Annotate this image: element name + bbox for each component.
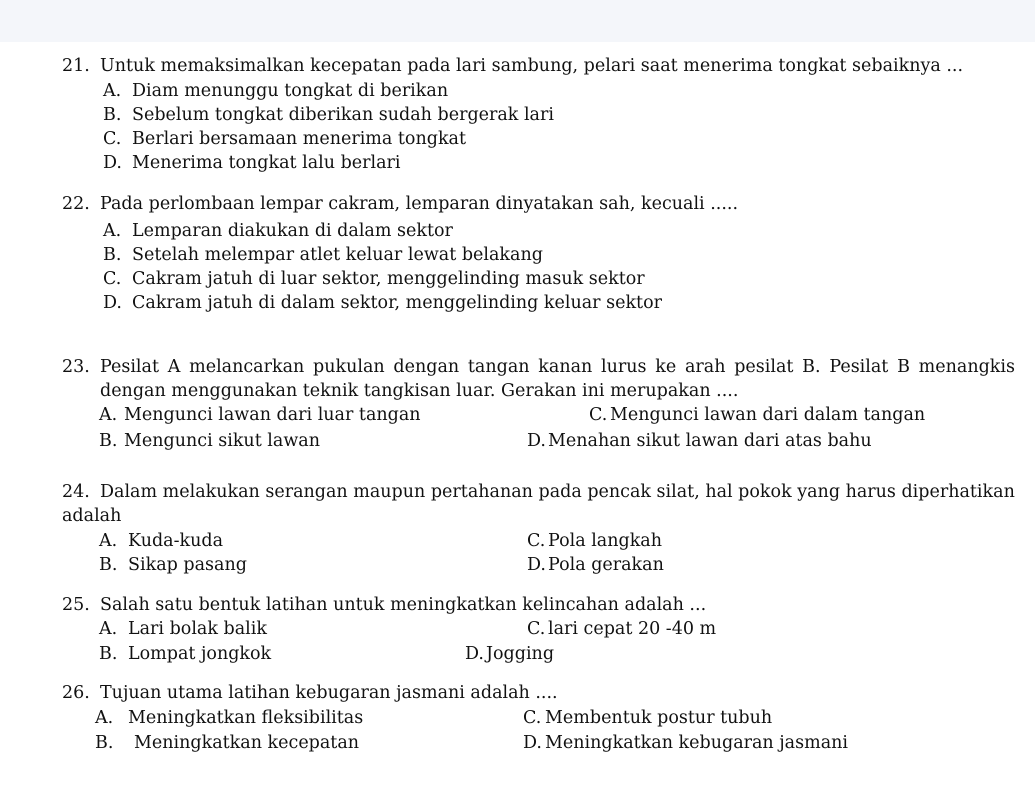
option-text: Meningkatkan kecepatan xyxy=(134,733,360,753)
question-number: 26. xyxy=(62,683,90,703)
option-text: Mengunci lawan dari luar tangan xyxy=(124,405,421,425)
option-text: Setelah melempar atlet keluar lewat belakang xyxy=(132,245,543,265)
question-number: 24. xyxy=(62,482,90,502)
option-letter: A. xyxy=(103,81,122,101)
option-text: Cakram jatuh di dalam sektor, menggelinding keluar sektor xyxy=(132,293,662,313)
option-letter: C. xyxy=(103,269,122,289)
question-number: 23. xyxy=(62,357,90,377)
option-letter: A. xyxy=(99,619,118,639)
question-number: 21. xyxy=(62,56,90,76)
option-text: Lompat jongkok xyxy=(128,644,272,664)
option-letter: B. xyxy=(103,105,122,125)
option-letter: C. xyxy=(589,405,608,425)
option-letter: A. xyxy=(99,531,118,551)
option-text: lari cepat 20 -40 m xyxy=(548,619,717,639)
option-letter: D. xyxy=(465,644,484,664)
option-text: Membentuk postur tubuh xyxy=(545,708,773,728)
option-letter: A. xyxy=(95,708,114,728)
question-number: 25. xyxy=(62,595,90,615)
option-text: Menahan sikut lawan dari atas bahu xyxy=(548,431,872,451)
option-text: Lari bolak balik xyxy=(128,619,267,639)
question-number: 22. xyxy=(62,194,90,214)
option-letter: C. xyxy=(527,619,546,639)
option-letter: B. xyxy=(95,733,114,753)
option-text: Kuda-kuda xyxy=(128,531,224,551)
option-text: Sebelum tongkat diberikan sudah bergerak lari xyxy=(132,105,554,125)
option-text: Menerima tongkat lalu berlari xyxy=(132,153,401,173)
option-letter: C. xyxy=(527,531,546,551)
option-text: Jogging xyxy=(486,644,555,664)
option-text: Cakram jatuh di luar sektor, menggelinding masuk sektor xyxy=(132,269,645,289)
question-text-line-2: adalah xyxy=(62,506,122,526)
question-text: Untuk memaksimalkan kecepatan pada lari sambung, pelari saat menerima tongkat sebaiknya ... xyxy=(100,56,964,76)
option-text: Mengunci sikut lawan xyxy=(124,431,321,451)
option-text: Pola langkah xyxy=(548,531,663,551)
question-text: Salah satu bentuk latihan untuk meningkatkan kelincahan adalah ... xyxy=(100,595,707,615)
option-letter: A. xyxy=(103,221,122,241)
question-text: Tujuan utama latihan kebugaran jasmani adalah .... xyxy=(100,683,558,703)
option-text: Berlari bersamaan menerima tongkat xyxy=(132,129,467,149)
option-text: Mengunci lawan dari dalam tangan xyxy=(610,405,926,425)
option-text: Diam menunggu tongkat di berikan xyxy=(132,81,449,101)
option-letter: B. xyxy=(99,555,118,575)
option-text: Pola gerakan xyxy=(548,555,664,575)
option-letter: D. xyxy=(103,293,122,313)
option-text: Meningkatkan fleksibilitas xyxy=(128,708,364,728)
question-text-line-2: dengan menggunakan teknik tangkisan luar. Gerakan ini merupakan .... xyxy=(100,381,739,401)
question-text-line-1: Dalam melakukan serangan maupun pertahanan pada pencak silat, hal pokok yang harus diperhatikan xyxy=(100,482,1015,502)
option-text: Lemparan diakukan di dalam sektor xyxy=(132,221,453,241)
option-letter: D. xyxy=(527,555,546,575)
option-letter: C. xyxy=(523,708,542,728)
option-letter: B. xyxy=(103,245,122,265)
question-text-line-1: Pesilat A melancarkan pukulan dengan tangan kanan lurus ke arah pesilat B. Pesilat B menangkis xyxy=(100,357,1015,377)
option-text: Meningkatkan kebugaran jasmani xyxy=(545,733,848,753)
option-text: Sikap pasang xyxy=(128,555,247,575)
option-letter: D. xyxy=(527,431,546,451)
option-letter: D. xyxy=(103,153,122,173)
option-letter: C. xyxy=(103,129,122,149)
option-letter: B. xyxy=(99,431,118,451)
question-text: Pada perlombaan lempar cakram, lemparan dinyatakan sah, kecuali ..... xyxy=(100,194,739,214)
option-letter: D. xyxy=(523,733,542,753)
option-letter: A. xyxy=(99,405,118,425)
option-letter: B. xyxy=(99,644,118,664)
